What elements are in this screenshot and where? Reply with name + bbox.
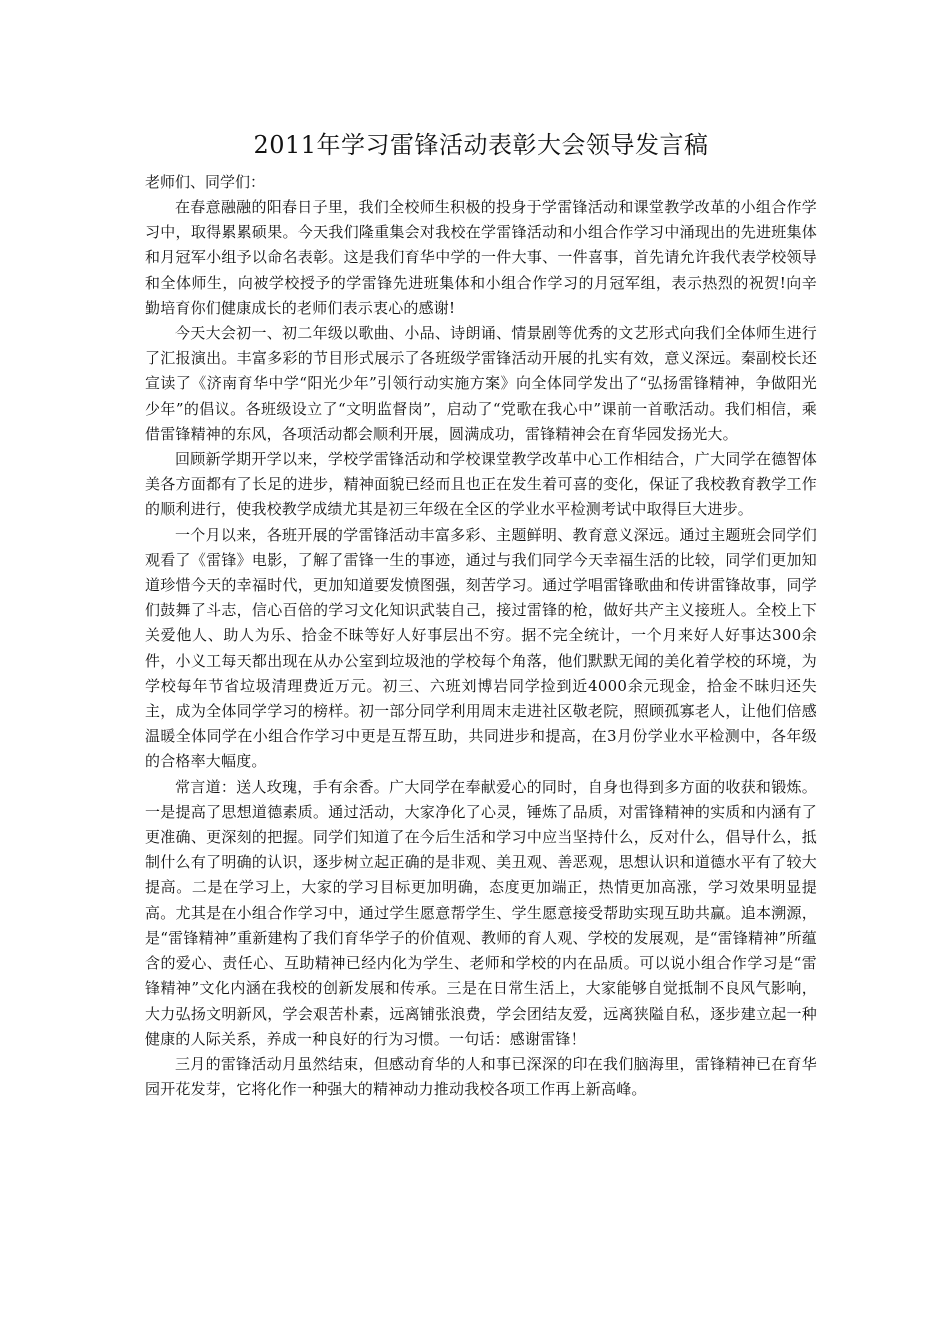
document-page [145, 128, 817, 1102]
paragraph-performance: 今天大会初一、初二年级以歌曲、小品、诗朗诵、情景剧等优秀的文艺形式向我们全体师生进行了汇报演出。丰富多彩的节目形式展示了各班级学雷锋活动开展的扎实有效，意义深远。秦副校长还宣读了《济南育华中学“阳光少年”引领行动实施方案》向全体同学发出了“弘扬雷锋精神，争做阳光少年”的倡议。各班级设立了“文明监督岗”，启动了“党歌在我心中”课前一首歌活动。我们相信，乘借雷锋精神的东风，各项活动都会顺利开展，圆满成功，雷锋精神会在育华园发扬光大。 [145, 324, 817, 443]
document-title: 2011年学习雷锋活动表彰大会领导发言稿 [253, 131, 709, 159]
paragraph-activities: 一个月以来，各班开展的学雷锋活动丰富多彩、主题鲜明、教育意义深远。通过主题班会同学们观看了《雷锋》电影，了解了雷锋一生的事迹，通过与我们同学今天幸福生活的比较，同学们更加知道珍惜今天的幸福时代，更加知道要发愤图强，刻苦学习。通过学唱雷锋歌曲和传讲雷锋故事，同学们鼓舞了斗志，信心百倍的学习文化知识武装自己，接过雷锋的枪，做好共产主义接班人。全校上下关爱他人、助人为乐、拾金不昧等好人好事层出不穷。据不完全统计，一个月来好人好事达300余件，小义工每天都出现在从办公室到垃圾池的学校每个角落，他们默默无闻的美化着学校的环境，为学校每年节省垃圾清理费近万元。初三、六班刘博岩同学捡到近4000余元现金，拾金不昧归还失主，成为全体同学学习的榜样。初一部分同学利用周末走进社区敬老院，照顾孤寡老人，让他们倍感温暖全体同学在小组合作学习中更是互帮互助，共同进步和提高，在3月份学业水平检测中，各年级的合格率大幅度。 [145, 525, 817, 771]
salutation: 老师们、同学们： [145, 173, 266, 191]
paragraph-closing: 三月的雷锋活动月虽然结束，但感动育华的人和事已深深的印在我们脑海里，雷锋精神已在育华园开花发芽，它将化作一种强大的精神动力推动我校各项工作再上新高峰。 [145, 1054, 817, 1099]
paragraph-review: 回顾新学期开学以来，学校学雷锋活动和学校课堂教学改革中心工作相结合，广大同学在德智体美各方面都有了长足的进步，精神面貌已经而且也正在发生着可喜的变化，保证了我校教育教学工作的顺利进行，使我校教学成绩尤其是初三年级在全区的学业水平检测考试中取得巨大进步。 [145, 450, 817, 519]
paragraph-opening: 在春意融融的阳春日子里，我们全校师生积极的投身于学雷锋活动和课堂教学改革的小组合作学习中，取得累累硕果。今天我们隆重集会对我校在学雷锋活动和小组合作学习中涌现出的先进班集体和月冠军小组予以命名表彰。这是我们育华中学的一件大事、一件喜事，首先请允许我代表学校领导和全体师生，向被学校授予的学雷锋先进班集体和小组合作学习的月冠军组，表示热烈的祝贺!向辛勤培育你们健康成长的老师们表示衷心的感谢! [145, 198, 817, 317]
paragraph-gains: 常言道：送人玫瑰，手有余香。广大同学在奉献爱心的同时，自身也得到多方面的收获和锻炼。一是提高了思想道德素质。通过活动，大家净化了心灵，锤炼了品质，对雷锋精神的实质和内涵有了更准确、更深刻的把握。同学们知道了在今后生活和学习中应当坚持什么，反对什么，倡导什么，抵制什么有了明确的认识，逐步树立起正确的是非观、美丑观、善恶观，思想认识和道德水平有了较大提高。二是在学习上，大家的学习目标更加明确，态度更加端正，热情更加高涨，学习效果明显提高。尤其是在小组合作学习中，通过学生愿意帮学生、学生愿意接受帮助实现互助共赢。追本溯源，是“雷锋精神”重新建构了我们育华学子的价值观、教师的育人观、学校的发展观，是“雷锋精神”所蕴含的爱心、责任心、互助精神已经内化为学生、老师和学校的内在品质。可以说小组合作学习是“雷锋精神”文化内涵在我校的创新发展和传承。三是在日常生活上，大家能够自觉抵制不良风气影响，大力弘扬文明新风，学会艰苦朴素，远离铺张浪费，学会团结友爱，远离狭隘自私，逐步建立起一种健康的人际关系，养成一种良好的行为习惯。一句话：感谢雷锋！ [145, 777, 817, 1048]
